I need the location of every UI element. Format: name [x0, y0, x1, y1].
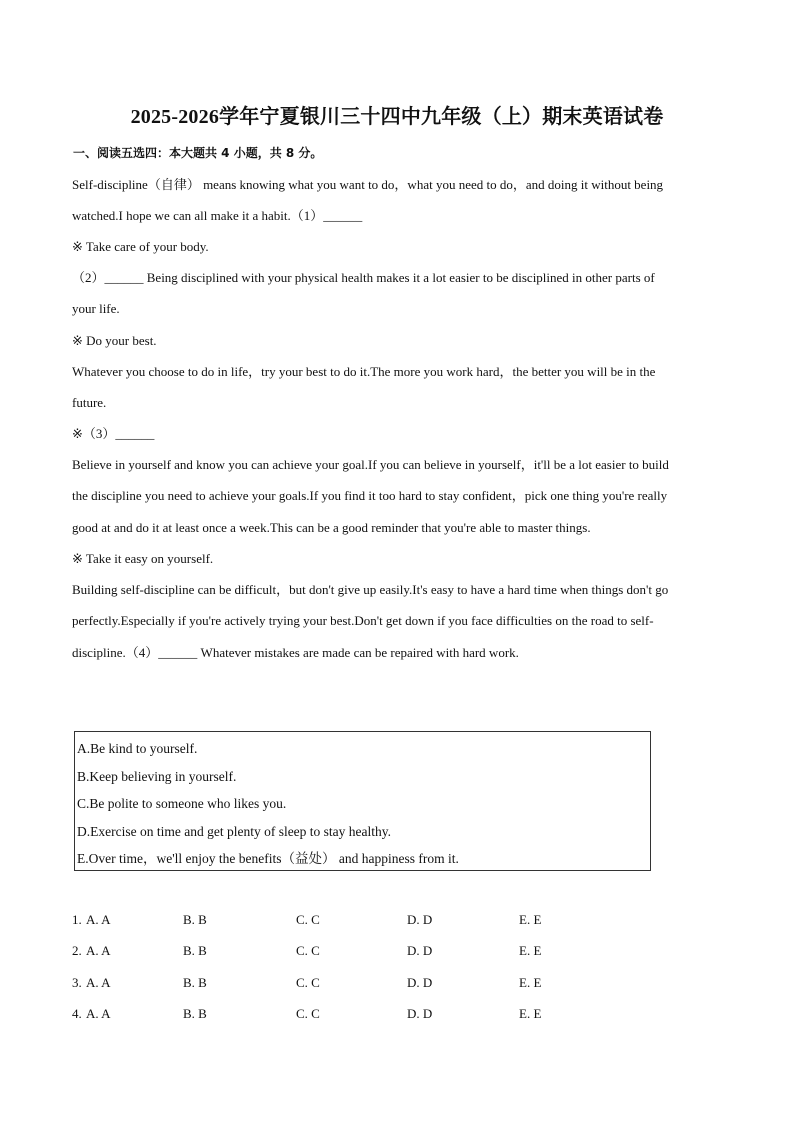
question-row: [72, 941, 632, 961]
passage-line: Whatever you choose to do in life，try your best to do it.The more you work hard，the better you will be in the: [72, 364, 656, 379]
question-number: 2.: [72, 943, 82, 958]
passage-line: ※ Do your best.: [72, 333, 157, 348]
passage-line: watched.I hope we can all make it a habit.（1）______: [72, 208, 363, 223]
choice-c[interactable]: C. C: [296, 943, 320, 958]
passage-line: Building self-discipline can be difficult，but don't give up easily.It's easy to have a hard time when things don't go: [72, 582, 669, 597]
choice-c[interactable]: C. C: [296, 1006, 320, 1021]
option-a: A.Be kind to yourself.: [77, 741, 198, 756]
choice-e[interactable]: E. E: [519, 943, 542, 958]
choice-a[interactable]: A. A: [86, 912, 111, 927]
question-number: 1.: [72, 912, 82, 927]
choice-a[interactable]: A. A: [86, 975, 111, 990]
question-number: 3.: [72, 975, 82, 990]
choice-d[interactable]: D. D: [407, 975, 433, 990]
question-row: [72, 1004, 632, 1024]
passage-line: Believe in yourself and know you can achieve your goal.If you can believe in yourself，it'll be a lot easier to build: [72, 457, 669, 472]
question-row: [72, 973, 632, 993]
choice-d[interactable]: D. D: [407, 912, 433, 927]
choice-c[interactable]: C. C: [296, 912, 320, 927]
choice-d[interactable]: D. D: [407, 943, 433, 958]
section-heading: 一、阅读五选四：本大题共 4 小题，共 8 分。: [73, 146, 323, 160]
options-box: [74, 731, 651, 871]
choice-e[interactable]: E. E: [519, 912, 542, 927]
choice-b[interactable]: B. B: [183, 1006, 207, 1021]
choice-d[interactable]: D. D: [407, 1006, 433, 1021]
option-b: B.Keep believing in yourself.: [77, 768, 237, 784]
question-number: 4.: [72, 1006, 82, 1021]
passage-line: ※ Take care of your body.: [72, 239, 209, 254]
question-row: [72, 910, 632, 930]
passage-line: good at and do it at least once a week.This can be a good reminder that you're able to master things.: [72, 520, 591, 535]
choice-e[interactable]: E. E: [519, 1006, 542, 1021]
passage-line: perfectly.Especially if you're actively trying your best.Don't get down if you face difficulties on the road to self-: [72, 613, 654, 628]
passage-line: future.: [72, 395, 107, 410]
passage-line: （2）______ Being disciplined with your physical health makes it a lot easier to be disciplined in other parts of: [72, 270, 655, 285]
choice-e[interactable]: E. E: [519, 975, 542, 990]
passage-line: your life.: [72, 301, 120, 316]
option-e: E.Over time，we'll enjoy the benefits（益处） and happiness from it.: [77, 851, 459, 867]
option-c: C.Be polite to someone who likes you.: [77, 796, 287, 812]
passage-line: ※ Take it easy on yourself.: [72, 551, 214, 566]
choice-b[interactable]: B. B: [183, 975, 207, 990]
passage-line: ※（3）______: [72, 426, 155, 441]
choice-b[interactable]: B. B: [183, 943, 207, 958]
choice-a[interactable]: A. A: [86, 943, 111, 958]
page-title: 2025-2026学年宁夏银川三十四中九年级（上）期末英语试卷: [130, 106, 664, 128]
passage-line: Self-discipline（自律） means knowing what you want to do，what you need to do，and doing it without being: [72, 177, 664, 192]
choice-a[interactable]: A. A: [86, 1006, 111, 1021]
passage-line: discipline.（4）______ Whatever mistakes are made can be repaired with hard work.: [72, 645, 519, 660]
choice-c[interactable]: C. C: [296, 975, 320, 990]
option-d: D.Exercise on time and get plenty of sleep to stay healthy.: [77, 823, 392, 839]
passage-line: the discipline you need to achieve your goals.If you find it too hard to stay confident，pick one thing you're really: [72, 488, 668, 503]
choice-b[interactable]: B. B: [183, 912, 207, 927]
